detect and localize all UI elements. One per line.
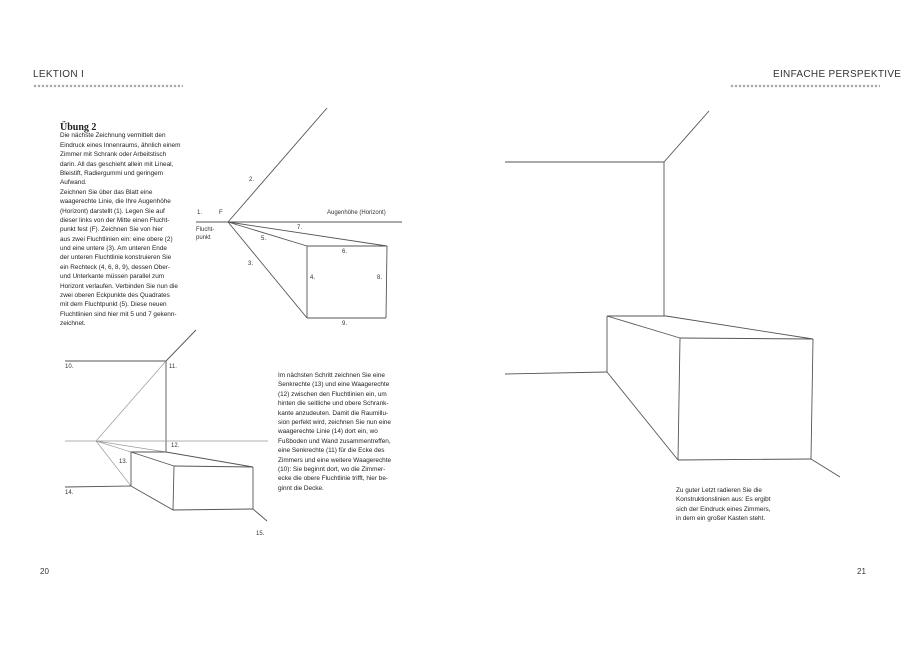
- text-line: waagerechte Linie (14) dort ein, wo: [278, 428, 378, 436]
- page-number-right: 21: [857, 567, 866, 576]
- box-top-right: [666, 316, 813, 339]
- text-line: zeichnet.: [60, 320, 86, 328]
- chapter-header: LEKTION I: [33, 69, 85, 80]
- line-14: [65, 486, 131, 487]
- text-line: ginnt die Decke.: [278, 484, 324, 492]
- text-line: der unteren Fluchtlinie konstruieren Sie: [60, 254, 172, 262]
- box-front-right-final: [811, 339, 813, 459]
- lower-vanishing-line: [228, 222, 307, 318]
- label-13: 13.: [119, 459, 128, 465]
- text-line: Die nächste Zeichnung vermittelt den: [60, 132, 166, 140]
- section-header: EINFACHE PERSPEKTIVE: [773, 69, 902, 80]
- text-line: Bleistift, Radiergummi und geringem: [60, 169, 164, 177]
- box-front-top-final: [680, 338, 813, 339]
- label-11: 11.: [169, 364, 177, 370]
- rect-right: [386, 246, 387, 318]
- floor-line: [505, 372, 607, 374]
- text-line: waagerechte Linie, die Ihre Augenhöhe: [60, 198, 171, 206]
- label-vp-2: punkt: [196, 235, 211, 241]
- label-6: 6.: [342, 249, 348, 255]
- box-front-left-final: [678, 338, 680, 460]
- label-vp-1: Flucht-: [196, 227, 215, 233]
- text-line: mit dem Fluchtpunkt (5). Diese neuen: [60, 301, 167, 309]
- text-line: sich der Eindruck eines Zimmers,: [676, 505, 771, 513]
- box-front-left: [173, 466, 174, 510]
- text-line: Aufwand.: [60, 179, 87, 187]
- label-3: 3.: [248, 261, 254, 267]
- label-7: 7.: [297, 225, 303, 231]
- page-number-left: 20: [40, 567, 49, 576]
- text-line: darin. All das geschieht allein mit Lineal,: [60, 160, 174, 168]
- text-line: kante anzudeuten. Damit die Raumillu-: [278, 409, 389, 417]
- text-line: ein Rechteck (4, 6, 8, 9), dessen Ober-: [60, 263, 171, 271]
- text-line: Eindruck eines Innenraums, ähnlich einem: [60, 141, 181, 149]
- label-8: 8.: [377, 275, 383, 281]
- text-line: zwei oberen Eckpunkte des Quadrates: [60, 292, 170, 300]
- diagram-2: [65, 330, 268, 521]
- label-4: 4.: [310, 275, 316, 281]
- vanishing-line-top-right: [96, 441, 166, 452]
- label-f: F: [219, 210, 223, 216]
- box-bottom-diag: [607, 372, 678, 460]
- vanishing-line-top-left: [96, 441, 131, 452]
- label-9: 9.: [342, 321, 348, 327]
- label-1: 1.: [197, 210, 203, 216]
- line-15: [253, 509, 267, 521]
- text-line: (Horizont) darstellt (1). Legen Sie auf: [60, 207, 165, 215]
- text-line: hinten die seitliche und obere Schrank-: [278, 400, 389, 408]
- text-line: Zu guter Letzt radieren Sie die: [676, 487, 762, 494]
- text-line: Im nächsten Schritt zeichnen Sie eine: [278, 372, 385, 379]
- label-horizon: Augenhöhe (Horizont): [327, 210, 386, 216]
- text-line: Fußboden und Wand zusammentreffen,: [278, 437, 391, 445]
- vanishing-line-7: [228, 222, 387, 246]
- box-front-bottom-final: [678, 459, 811, 460]
- text-line: und eine untere (3). Am unteren Ende: [60, 245, 167, 253]
- text-line: Zimmers und eine weitere Waagerechte: [278, 456, 392, 464]
- box-top-left-edge: [131, 452, 174, 466]
- text-line: (10): Sie beginnt dort, wo die Zimmer-: [278, 465, 386, 473]
- upper-vanishing-line-2: [96, 361, 166, 441]
- ceiling-edge: [166, 330, 196, 361]
- box-bottom-diagonal: [131, 486, 173, 510]
- text-line: Senkrechte (13) und eine Waagerechte: [278, 381, 390, 389]
- label-14: 14.: [65, 490, 74, 496]
- text-line: Horizont verlaufen. Verbinden Sie nun die: [60, 282, 178, 290]
- ceiling-edge-final: [664, 111, 709, 162]
- vanishing-line-5: [228, 222, 307, 246]
- box-top-left: [607, 316, 680, 338]
- text-line: (12) zwischen den Fluchtlinien ein, um: [278, 390, 387, 398]
- upper-vanishing-line: [228, 108, 327, 222]
- text-line: punkt fest (F). Zeichnen Sie von hier: [60, 226, 164, 234]
- diagram-final: [505, 111, 840, 477]
- label-10: 10.: [65, 364, 74, 370]
- text-line: und Unterkante müssen parallel zum: [60, 273, 165, 281]
- text-line: Fluchtlinien sind hier mit 5 und 7 gekenn-: [60, 310, 177, 318]
- label-2: 2.: [249, 177, 255, 183]
- text-line: Konstruktionslinien aus: Es ergibt: [676, 496, 771, 504]
- box-front-top: [174, 466, 253, 467]
- text-line: Zeichnen Sie über das Blatt eine: [60, 188, 153, 196]
- label-5: 5.: [261, 236, 267, 242]
- box-front-bottom: [173, 509, 253, 510]
- text-line: eine Senkrechte (11) für die Ecke des: [278, 447, 385, 455]
- exercise-title: Übung 2: [60, 122, 97, 133]
- text-line: ecke die obere Fluchtlinie trifft, hier be-: [278, 475, 388, 483]
- floor-corner: [811, 459, 840, 477]
- text-line: sion perfekt wird, zeichnen Sie nun eine: [278, 418, 391, 426]
- label-12: 12.: [171, 443, 180, 449]
- label-15: 15.: [256, 531, 265, 537]
- text-line: Zimmer mit Schrank oder Arbeitstisch: [60, 151, 167, 159]
- text-line: in dem ein großer Kasten steht.: [676, 515, 766, 523]
- text-line: dieser links von der Mitte einen Flucht-: [60, 216, 170, 224]
- text-line: aus zwei Fluchtlinien ein: eine obere (2): [60, 235, 173, 243]
- box-top-right-edge: [166, 452, 253, 467]
